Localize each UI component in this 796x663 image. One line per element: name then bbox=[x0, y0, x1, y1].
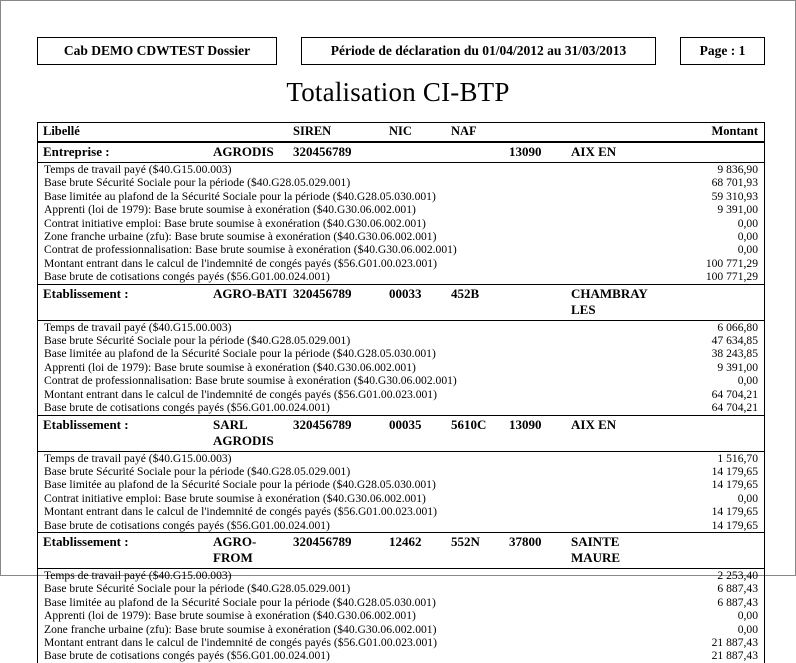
column-header-ville bbox=[571, 124, 668, 139]
table-body bbox=[38, 142, 764, 663]
table-group bbox=[38, 142, 764, 284]
group-montant bbox=[668, 144, 764, 160]
row-montant: 47 634,85 bbox=[711, 334, 758, 348]
cabinet-box: Cab DEMO CDWTEST Dossier bbox=[37, 37, 277, 65]
page-title: Totalisation CI-BTP bbox=[286, 77, 510, 107]
table-group bbox=[38, 415, 764, 532]
group-name: AGRO-FROM bbox=[213, 533, 257, 565]
row-libelle: Montant entrant dans le calcul de l'indemnité de congés payés ($56.G01.00.023.001) bbox=[44, 387, 437, 401]
row-libelle: Base brute Sécurité Sociale pour la période ($40.G28.05.029.001) bbox=[44, 334, 351, 348]
row-libelle: Base brute de cotisations congés payés ($56.G01.00.024.001) bbox=[44, 270, 330, 284]
group-name: SARL AGRODIS bbox=[213, 416, 274, 448]
group-cp: 37800 bbox=[509, 533, 542, 549]
row-montant: 9 391,00 bbox=[717, 360, 758, 374]
row-libelle: Base brute Sécurité Sociale pour la période ($40.G28.05.029.001) bbox=[44, 464, 351, 478]
table-row bbox=[38, 478, 764, 491]
group-siren: 320456789 bbox=[293, 416, 352, 432]
totals-table bbox=[37, 122, 765, 663]
group-siren: 320456789 bbox=[293, 285, 352, 301]
group-siren: 320456789 bbox=[293, 533, 352, 549]
group-type-label: Entreprise : bbox=[43, 144, 110, 159]
period-box: Période de déclaration du 01/04/2012 au 31/03/2013 bbox=[301, 37, 656, 65]
table-row bbox=[38, 388, 764, 401]
row-montant: 0,00 bbox=[737, 609, 758, 623]
group-ville: AIX EN bbox=[571, 144, 617, 159]
row-montant: 21 887,43 bbox=[711, 635, 758, 649]
row-libelle: Apprenti (loi de 1979): Base brute soumise à exonération ($40.G30.06.002.001) bbox=[44, 203, 416, 217]
row-libelle: Temps de travail payé ($40.G15.00.003) bbox=[44, 451, 232, 465]
row-montant: 21 887,43 bbox=[711, 649, 758, 663]
table-row bbox=[38, 649, 764, 662]
column-header-libelle: Libellé bbox=[43, 124, 80, 138]
table-row bbox=[38, 401, 764, 414]
row-montant: 9 836,90 bbox=[717, 163, 758, 176]
group-naf bbox=[451, 144, 509, 160]
row-montant: 14 179,65 bbox=[711, 464, 758, 478]
table-row bbox=[38, 217, 764, 230]
row-montant: 1 516,70 bbox=[717, 451, 758, 465]
row-libelle: Montant entrant dans le calcul de l'indemnité de congés payés ($56.G01.00.023.001) bbox=[44, 505, 437, 519]
group-nic bbox=[389, 144, 451, 160]
row-montant: 9 391,00 bbox=[717, 203, 758, 217]
row-libelle: Base limitée au plafond de la Sécurité Sociale pour la période ($40.G28.05.030.001) bbox=[44, 347, 436, 361]
row-montant: 14 179,65 bbox=[711, 505, 758, 519]
row-montant: 100 771,29 bbox=[705, 256, 758, 270]
row-montant: 14 179,65 bbox=[711, 478, 758, 492]
table-row bbox=[38, 321, 764, 334]
row-libelle: Base limitée au plafond de la Sécurité Sociale pour la période ($40.G28.05.030.001) bbox=[44, 189, 436, 203]
row-libelle: Contrat initiative emploi: Base brute soumise à exonération ($40.G30.06.002.001) bbox=[44, 216, 426, 230]
row-montant: 0,00 bbox=[737, 374, 758, 388]
row-montant: 68 701,93 bbox=[711, 176, 758, 190]
table-row bbox=[38, 163, 764, 176]
table-row bbox=[38, 452, 764, 465]
row-montant: 0,00 bbox=[737, 230, 758, 244]
row-libelle: Montant entrant dans le calcul de l'indemnité de congés payés ($56.G01.00.023.001) bbox=[44, 635, 437, 649]
row-montant: 0,00 bbox=[737, 491, 758, 505]
table-row bbox=[38, 270, 764, 283]
group-nic: 00033 bbox=[389, 285, 422, 301]
table-row bbox=[38, 636, 764, 649]
group-header-row bbox=[38, 284, 764, 321]
report-header bbox=[37, 37, 765, 65]
column-header-naf: NAF bbox=[451, 124, 477, 138]
column-header-nic: NIC bbox=[389, 124, 412, 138]
table-row bbox=[38, 492, 764, 505]
row-montant: 14 179,65 bbox=[711, 518, 758, 532]
group-montant bbox=[668, 534, 764, 566]
table-row bbox=[38, 465, 764, 478]
table-row bbox=[38, 334, 764, 347]
group-montant bbox=[668, 417, 764, 449]
group-ville: AIX EN bbox=[571, 416, 617, 432]
group-cp: 13090 bbox=[509, 416, 542, 432]
group-ville: SAINTE MAURE bbox=[571, 533, 621, 565]
table-row bbox=[38, 582, 764, 595]
row-montant: 2 253,40 bbox=[717, 568, 758, 582]
row-montant: 6 887,43 bbox=[717, 582, 758, 596]
group-name: AGRODIS bbox=[213, 144, 274, 159]
row-montant: 100 771,29 bbox=[705, 270, 758, 284]
row-libelle: Contrat initiative emploi: Base brute soumise à exonération ($40.G30.06.002.001) bbox=[44, 491, 426, 505]
table-row bbox=[38, 203, 764, 216]
row-montant: 6 066,80 bbox=[717, 320, 758, 334]
table-row bbox=[38, 505, 764, 518]
table-group bbox=[38, 284, 764, 415]
row-montant: 64 704,21 bbox=[711, 401, 758, 415]
group-ville: CHAMBRAY LES bbox=[571, 285, 648, 317]
row-libelle: Base brute de cotisations congés payés ($56.G01.00.024.001) bbox=[44, 649, 330, 663]
group-naf: 552N bbox=[451, 533, 480, 549]
group-naf: 452B bbox=[451, 285, 480, 301]
row-libelle: Zone franche urbaine (zfu): Base brute soumise à exonération ($40.G30.06.002.001) bbox=[44, 622, 437, 636]
table-row bbox=[38, 623, 764, 636]
row-libelle: Contrat de professionnalisation: Base brute soumise à exonération ($40.G30.06.002.001) bbox=[44, 243, 457, 257]
table-row bbox=[38, 519, 764, 532]
row-montant: 64 704,21 bbox=[711, 387, 758, 401]
row-libelle: Base brute de cotisations congés payés ($56.G01.00.024.001) bbox=[44, 518, 330, 532]
row-libelle: Base limitée au plafond de la Sécurité Sociale pour la période ($40.G28.05.030.001) bbox=[44, 595, 436, 609]
table-row bbox=[38, 609, 764, 622]
page-number-box: Page : 1 bbox=[680, 37, 765, 65]
group-type-label: Etablissement : bbox=[43, 533, 129, 549]
row-libelle: Base brute Sécurité Sociale pour la période ($40.G28.05.029.001) bbox=[44, 176, 351, 190]
row-libelle: Montant entrant dans le calcul de l'indemnité de congés payés ($56.G01.00.023.001) bbox=[44, 256, 437, 270]
table-row bbox=[38, 257, 764, 270]
group-name: AGRO-BATI bbox=[213, 285, 288, 301]
row-montant: 0,00 bbox=[737, 622, 758, 636]
group-header-row bbox=[38, 142, 764, 163]
table-column-headers bbox=[38, 123, 764, 142]
group-naf: 5610C bbox=[451, 416, 487, 432]
group-type-label: Etablissement : bbox=[43, 285, 129, 301]
table-row bbox=[38, 374, 764, 387]
row-libelle: Apprenti (loi de 1979): Base brute soumise à exonération ($40.G30.06.002.001) bbox=[44, 609, 416, 623]
row-montant: 0,00 bbox=[737, 216, 758, 230]
row-montant: 6 887,43 bbox=[717, 595, 758, 609]
table-row bbox=[38, 347, 764, 360]
table-row bbox=[38, 190, 764, 203]
table-group bbox=[38, 532, 764, 663]
table-row bbox=[38, 176, 764, 189]
table-row bbox=[38, 243, 764, 256]
row-libelle: Apprenti (loi de 1979): Base brute soumise à exonération ($40.G30.06.002.001) bbox=[44, 360, 416, 374]
group-type-label: Etablissement : bbox=[43, 416, 129, 432]
row-montant: 59 310,93 bbox=[711, 189, 758, 203]
group-siren: 320456789 bbox=[293, 144, 352, 159]
row-libelle: Base limitée au plafond de la Sécurité Sociale pour la période ($40.G28.05.030.001) bbox=[44, 478, 436, 492]
group-nic: 12462 bbox=[389, 533, 422, 549]
table-row bbox=[38, 361, 764, 374]
table-row bbox=[38, 596, 764, 609]
group-cp: 13090 bbox=[509, 144, 542, 159]
row-montant: 38 243,85 bbox=[711, 347, 758, 361]
row-montant: 0,00 bbox=[737, 243, 758, 257]
group-cp bbox=[509, 286, 571, 318]
group-nic: 00035 bbox=[389, 416, 422, 432]
row-libelle: Temps de travail payé ($40.G15.00.003) bbox=[44, 320, 232, 334]
column-header-cp bbox=[509, 124, 571, 139]
group-montant bbox=[668, 286, 764, 318]
row-libelle: Base brute Sécurité Sociale pour la période ($40.G28.05.029.001) bbox=[44, 582, 351, 596]
row-libelle: Base brute de cotisations congés payés ($56.G01.00.024.001) bbox=[44, 401, 330, 415]
group-header-row bbox=[38, 532, 764, 569]
column-header-siren: SIREN bbox=[293, 124, 332, 138]
row-libelle: Temps de travail payé ($40.G15.00.003) bbox=[44, 163, 232, 176]
row-libelle: Zone franche urbaine (zfu): Base brute soumise à exonération ($40.G30.06.002.001) bbox=[44, 230, 437, 244]
row-libelle: Temps de travail payé ($40.G15.00.003) bbox=[44, 568, 232, 582]
group-header-row bbox=[38, 415, 764, 452]
column-header-montant: Montant bbox=[711, 124, 758, 138]
table-row bbox=[38, 230, 764, 243]
row-libelle: Contrat de professionnalisation: Base brute soumise à exonération ($40.G30.06.002.001) bbox=[44, 374, 457, 388]
